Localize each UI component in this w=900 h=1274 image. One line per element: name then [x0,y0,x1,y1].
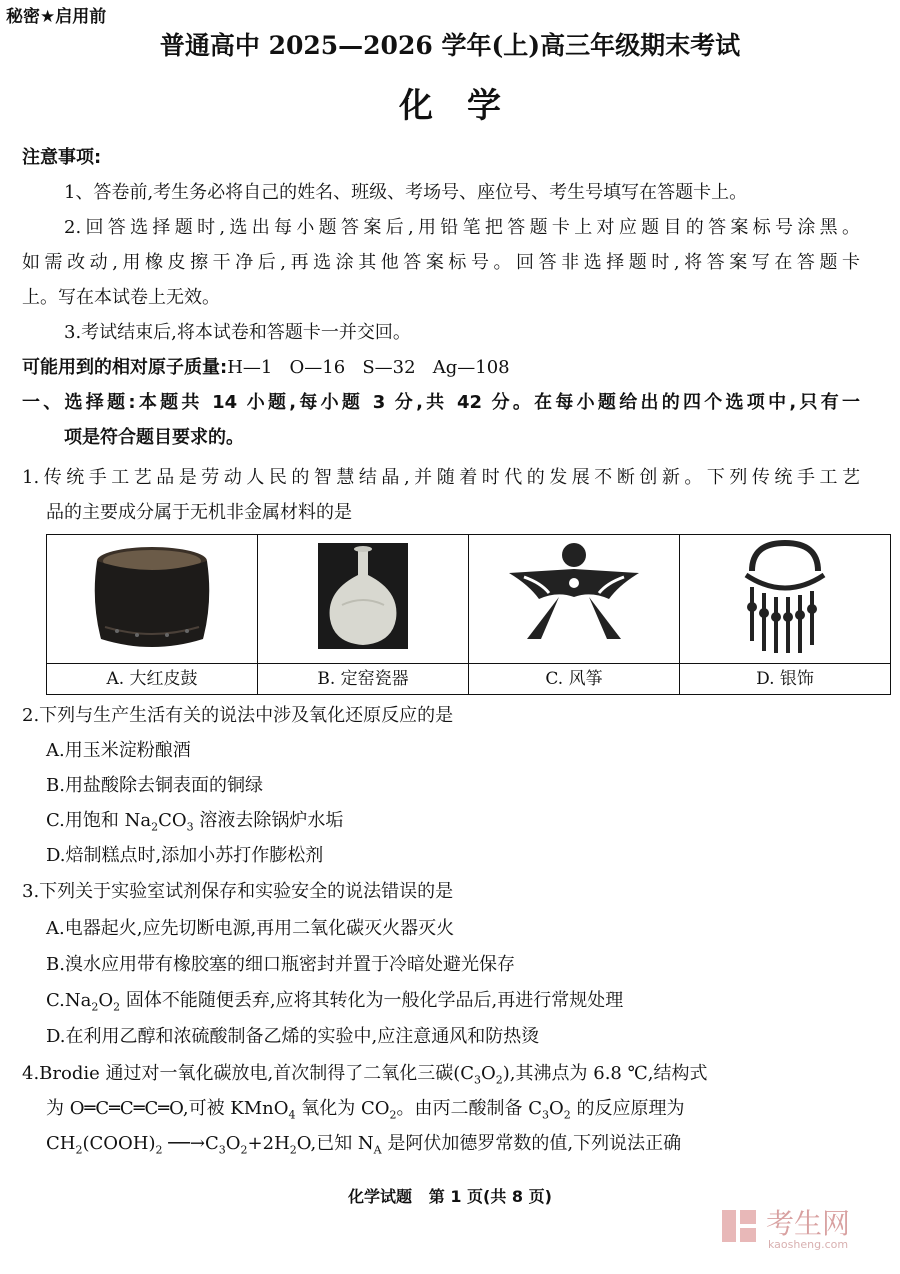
q1-option-b-image [258,535,469,664]
q4-line-3: $CH_2(COOH)_2$ $──\to C_3O_2+2H_2O$,已知 $N_A$ 是阿伏加德罗常数的值,下列说法正确 [46,1133,682,1157]
watermark-logo-icon [720,1206,760,1246]
q2-option-b: B.用盐酸除去铜表面的铜绿 [46,775,263,796]
drum-icon [47,535,257,659]
confidential-mark: 秘密★启用前 [6,7,107,27]
q3-option-d: D.在利用乙醇和浓硫酸制备乙烯的实验中,应注意通风和防热烫 [46,1026,540,1047]
q1-stem-line-2: 品的主要成分属于无机非金属材料的是 [46,502,352,523]
section-1-line-1: 一、选择题:本题共 14 小题,每小题 3 分,共 42 分。在每小题给出的四个选项中,只有一 [22,392,860,413]
silver-necklace-icon [680,535,890,659]
page-footer: 化学试题 第 1 页(共 8 页) [348,1187,552,1206]
q3-stem: 3.下列关于实验室试剂保存和实验安全的说法错误的是 [22,881,454,902]
watermark-url: kaosheng.com [768,1238,849,1251]
subject-title: 化学 [399,86,535,126]
exam-title: 普通高中 2025—2026 学年(上)高三年级期末考试 [159,31,741,60]
q2-option-d: D.焙制糕点时,添加小苏打作膨松剂 [46,845,324,866]
notice-item-2-line-1: 2.回答选择题时,选出每小题答案后,用铅笔把答题卡上对应题目的答案标号涂黑。 [64,217,860,238]
q1-option-c-image [469,535,680,664]
watermark-brand: 考生网 [766,1207,851,1240]
q1-option-a-image [47,535,258,664]
q4-line-2: 为 O═C═C═C═O,可被 KMnO$_4$ 氧化为 $CO_2$。由丙二酸制备 $C_3O_2$ 的反应原理为 [46,1098,685,1122]
notice-item-1: 1、答卷前,考生务必将自己的姓名、班级、考场号、座位号、考生号填写在答题卡上。 [64,182,748,203]
q3-option-b: B.溴水应用带有橡胶塞的细口瓶密封并置于冷暗处避光保存 [46,954,515,975]
section-1-line-2: 项是符合题目要求的。 [64,427,244,448]
q2-option-a: A.用玉米淀粉酿酒 [46,740,191,761]
q1-option-b: B. 定窑瓷器 [258,664,469,695]
q1-option-a: A. 大红皮鼓 [47,664,258,695]
atomic-mass-line [22,356,510,380]
notice-item-2-line-2: 如需改动,用橡皮擦干净后,再选涂其他答案标号。回答非选择题时,将答案写在答题卡 [22,252,860,273]
notice-item-3: 3.考试结束后,将本试卷和答题卡一并交回。 [64,322,411,343]
q3-option-c: $C.Na_2O_2$ 固体不能随便丢弃,应将其转化为一般化学品后,再进行常规处理 [46,990,624,1014]
q4-line-1: 4.Brodie 通过对一氧化碳放电,首次制得了二氧化三碳$(C_3O_2)$,其沸点为 6.8 ℃,结构式 [22,1063,708,1087]
notice-item-2-line-3: 上。写在本试卷上无效。 [22,287,220,308]
q1-option-c: C. 风筝 [469,664,680,695]
q1-stem-line-1: 1.传统手工艺品是劳动人民的智慧结晶,并随着时代的发展不断创新。下列传统手工艺 [22,467,860,488]
q1-options-table [46,534,891,695]
q3-option-a: A.电器起火,应先切断电源,再用二氧化碳灭火器灭火 [46,918,455,939]
notice-heading: 注意事项: [22,147,102,168]
atomic-mass-values: H—1 O—16 S—32 Ag—108 [227,357,510,378]
watermark [720,1200,880,1260]
q2-option-c: C.用饱和 $Na_2CO_3$ 溶液去除锅炉水垢 [46,810,344,834]
kite-icon [469,535,679,659]
atomic-mass-label: 可能用到的相对原子质量: [22,357,228,378]
porcelain-vase-icon [258,535,468,659]
q1-option-d: D. 银饰 [680,664,891,695]
q1-option-d-image [680,535,891,664]
q2-stem: 2.下列与生产生活有关的说法中涉及氧化还原反应的是 [22,705,454,726]
